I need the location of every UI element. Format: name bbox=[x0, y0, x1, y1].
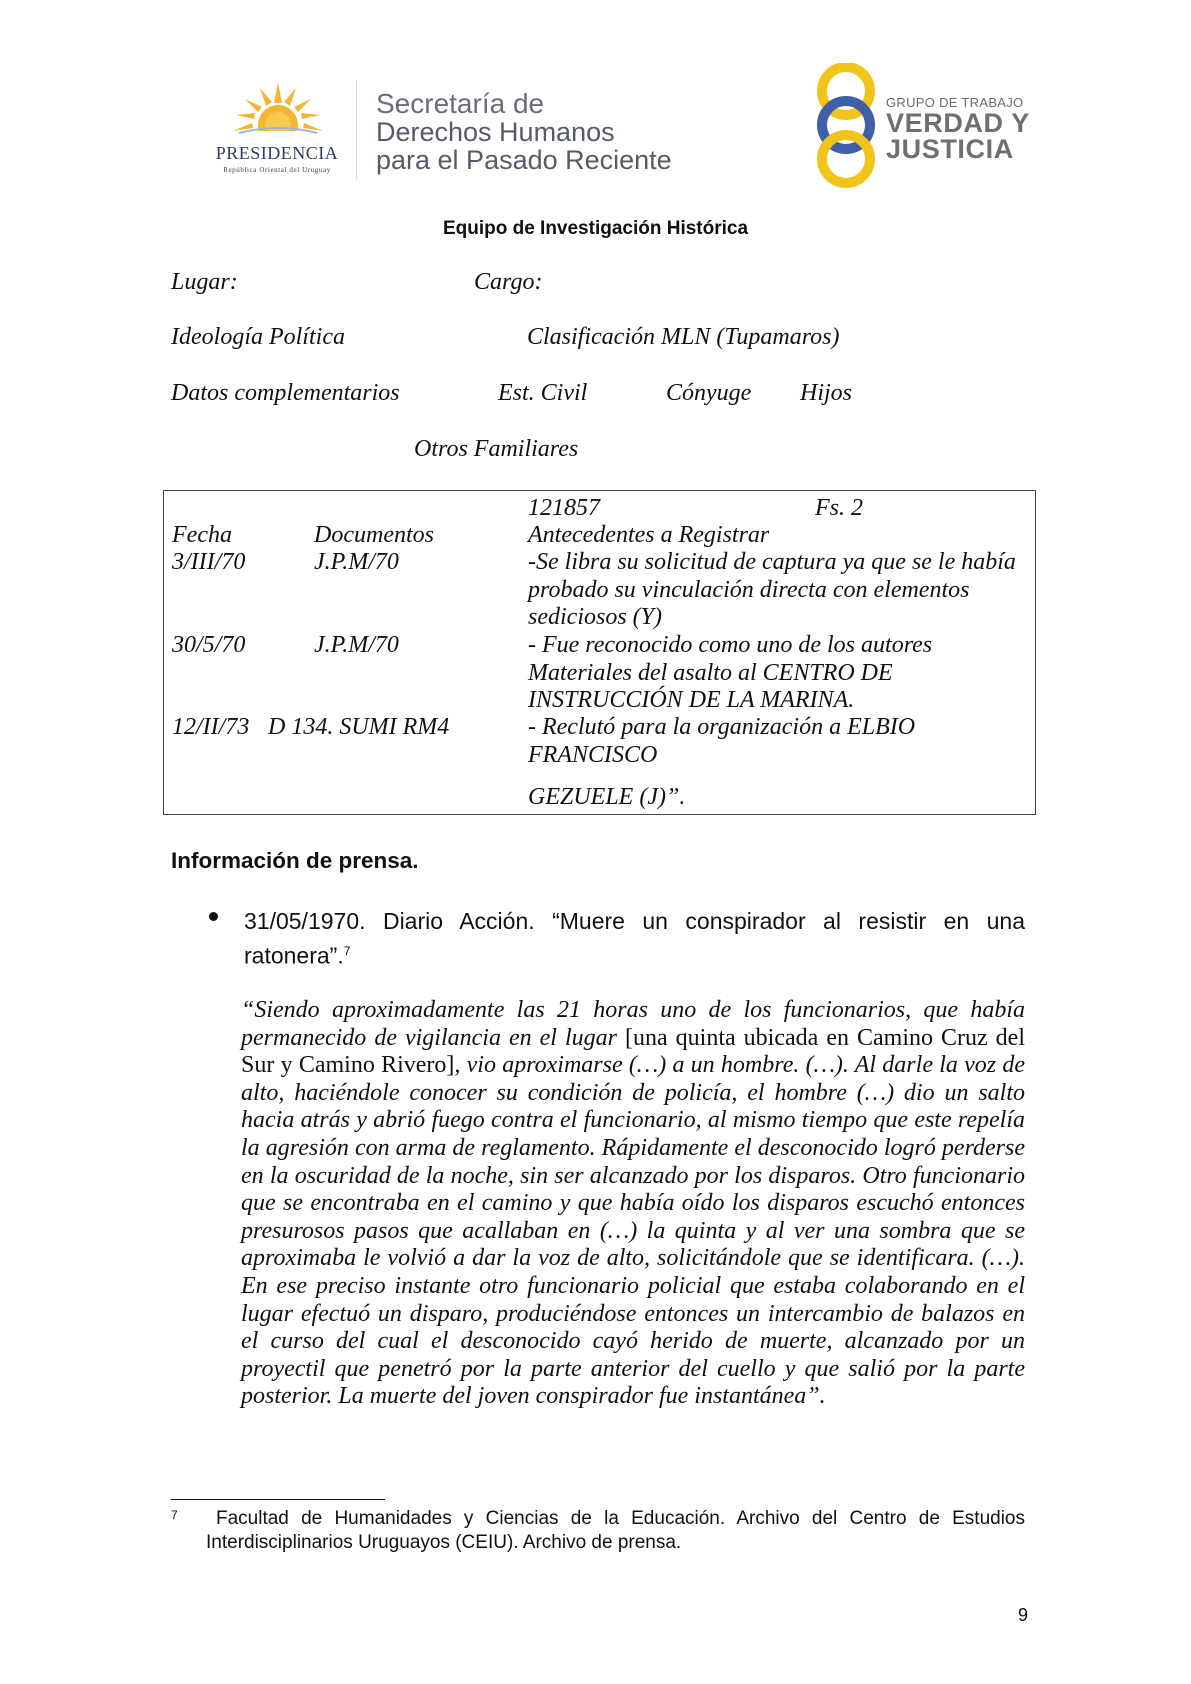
footnote-number: 7 bbox=[171, 1508, 178, 1522]
press-bullet-text: 31/05/1970. Diario Acción. “Muere un conspirador al resistir en una ratonera”. bbox=[244, 908, 1025, 969]
header-documentos: Documentos bbox=[314, 522, 434, 548]
sun-icon bbox=[233, 81, 323, 143]
row-1-fecha: 3/III/70 bbox=[172, 549, 246, 575]
field-hijos: Hijos bbox=[800, 380, 853, 406]
row-1-line-3: sediciosos (Y) bbox=[528, 604, 662, 630]
quote-bracket-note: [una quinta ubicada en Camino Cruz del Sur y Camino Rivero] bbox=[241, 1024, 1025, 1079]
presidencia-subtitle: República Oriental del Uruguay bbox=[223, 166, 331, 174]
page-number: 9 bbox=[1018, 1605, 1029, 1625]
row-1-line-2: probado su vinculación directa con elementos bbox=[528, 576, 970, 603]
field-datos-complementarios: Datos complementarios bbox=[171, 380, 400, 406]
verdad-justicia-logo-text bbox=[886, 95, 1030, 162]
header-antecedentes: Antecedentes a Registrar bbox=[528, 522, 770, 548]
secretaria-logo-text bbox=[376, 90, 672, 174]
field-cargo: Cargo: bbox=[474, 269, 543, 295]
bullet-icon bbox=[209, 912, 218, 921]
records-table bbox=[163, 490, 1036, 815]
row-2-line-1: - Fue reconocido como uno de los autores bbox=[528, 632, 933, 658]
field-clasificacion: Clasificación MLN (Tupamaros) bbox=[527, 324, 840, 350]
row-3-fecha: 12/II/73 bbox=[172, 714, 250, 740]
press-section-title: Información de prensa. bbox=[171, 848, 419, 873]
presidencia-name: PRESIDENCIA bbox=[215, 143, 339, 163]
row-2-documento: J.P.M/70 bbox=[314, 632, 399, 658]
gtvj-line-1: GRUPO DE TRABAJO bbox=[886, 95, 1024, 110]
row-2-fecha: 30/5/70 bbox=[172, 632, 246, 658]
row-1-line-1: -Se libra su solicitud de captura ya que se le había bbox=[528, 549, 1016, 575]
header-divider bbox=[356, 80, 357, 180]
header-fecha: Fecha bbox=[172, 522, 232, 548]
presidencia-logo bbox=[197, 81, 357, 181]
secretaria-line-2: Derechos Humanos bbox=[376, 117, 615, 147]
field-lugar: Lugar: bbox=[171, 269, 238, 295]
record-number: 121857 bbox=[528, 495, 600, 521]
gtvj-line-2: VERDAD Y bbox=[886, 108, 1030, 138]
footnote-rule bbox=[171, 1499, 385, 1500]
row-3-line-2: FRANCISCO bbox=[528, 741, 658, 768]
row-3-line-1: - Reclutó para la organización a ELBIO bbox=[528, 714, 916, 740]
field-est-civil: Est. Civil bbox=[498, 380, 588, 406]
secretaria-line-1: Secretaría de bbox=[376, 88, 545, 119]
secretaria-line-3: para el Pasado Reciente bbox=[376, 145, 672, 175]
field-otros-familiares: Otros Familiares bbox=[414, 436, 579, 462]
row-3-line-3: GEZUELE (J)”. bbox=[528, 784, 686, 810]
gtvj-line-3: JUSTICIA bbox=[886, 134, 1014, 164]
document-heading: Equipo de Investigación Histórica bbox=[442, 218, 749, 239]
press-bullet bbox=[244, 906, 1025, 971]
field-ideologia: Ideología Política bbox=[171, 324, 345, 350]
row-3-documento: D 134. SUMI RM4 bbox=[268, 714, 450, 740]
record-folio: Fs. 2 bbox=[815, 495, 863, 521]
press-quote bbox=[241, 997, 1025, 1411]
quote-part-2: , vio aproximarse (…) a un hombre. (…). Al darle la voz de alto, haciéndole conocer su condición de policía, el hombre (…) dio un salto hacia atrás y abrió fuego contra el funcionario, al mismo tiempo que este repelía la agresión con arma de reglamento. Rápidamente el desconocido logró perderse en la oscuridad de la noche, sin ser alcanzado por los disparos. Otro funcionario que se encontraba en el camino y que había oído los disparos escuchó entonces presurosos pasos que acallaban en (…) la quinta y al ver una sombra que se aproximaba le volvió a dar la voz de alto, solicitándole que se identificara. (…). En ese preciso instante otro funcionario policial que estaba colaborando en el lugar efectuó un disparo, produciéndose entonces un intercambio de balazos en el curso del cual el desconocido cayó herido de muerte, alcanzado por un proyectil que penetró por la parte anterior del cuello y que salió por la parte posterior. La muerte del joven conspirador fue instantánea”. bbox=[241, 1052, 1026, 1410]
row-2-line-3: INSTRUCCIÓN DE LA MARINA. bbox=[528, 687, 855, 713]
footnote-reference[interactable]: 7 bbox=[343, 944, 351, 958]
quote-part-1: “Siendo aproximadamente las 21 horas uno de los funcionarios, que había permanecido de vigilancia en el lugar bbox=[241, 997, 1025, 1051]
row-2-line-2: Materiales del asalto al CENTRO DE bbox=[528, 659, 893, 686]
field-conyuge: Cónyuge bbox=[666, 380, 752, 406]
row-1-documento: J.P.M/70 bbox=[314, 549, 399, 575]
footnote-text: Facultad de Humanidades y Ciencias de la Educación. Archivo del Centro de Estudios Interdisciplinarios Uruguayos (CEIU). Archivo de prensa. bbox=[206, 1508, 1025, 1553]
